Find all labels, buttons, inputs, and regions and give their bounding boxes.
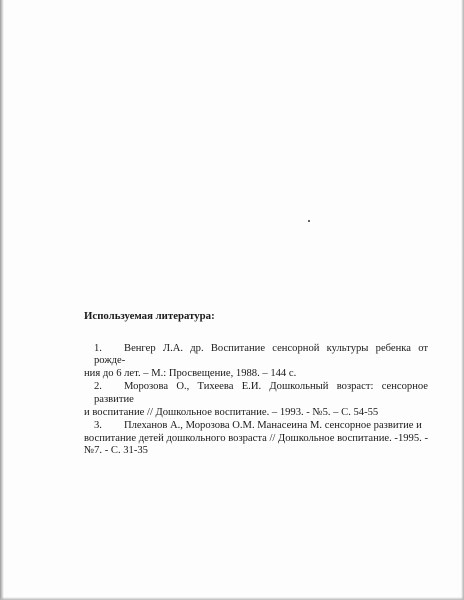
reference-text: Плеханов А., Морозова О.М. Манасеина М. сенсорное развитие и <box>124 420 422 432</box>
reference-number: 2. <box>94 381 102 393</box>
scan-speck <box>308 220 310 222</box>
reference-first-line <box>84 343 428 368</box>
reference-item-3 <box>84 420 428 458</box>
scan-edge-left <box>0 0 4 600</box>
reference-continuation: и воспитание // Дошкольное воспитание. – 1993. - №5. – С. 54-55 <box>84 406 379 418</box>
bibliography-heading: Используемая литература: <box>84 310 215 322</box>
reference-text: Венгер Л.А. др. Воспитание сенсорной культуры ребенка от рожде- <box>94 342 428 367</box>
reference-continuation: воспитание детей дошкольного возраста // Дошкольное воспитание. -1995. - №7. - С. 31-35 <box>84 432 428 457</box>
bibliography-section <box>84 300 428 459</box>
reference-number: 1. <box>94 342 102 354</box>
reference-first-line <box>84 420 428 433</box>
reference-item-1 <box>84 343 428 381</box>
reference-first-line <box>84 381 428 406</box>
reference-text: Морозова О., Тихеева Е.И. Дошкольный возраст: сенсорное развитие <box>94 381 428 405</box>
reference-continuation: ния до 6 лет. – М.: Просвещение, 1988. – 144 с. <box>84 367 297 379</box>
reference-number: 3. <box>94 420 102 432</box>
reference-item-2 <box>84 381 428 419</box>
